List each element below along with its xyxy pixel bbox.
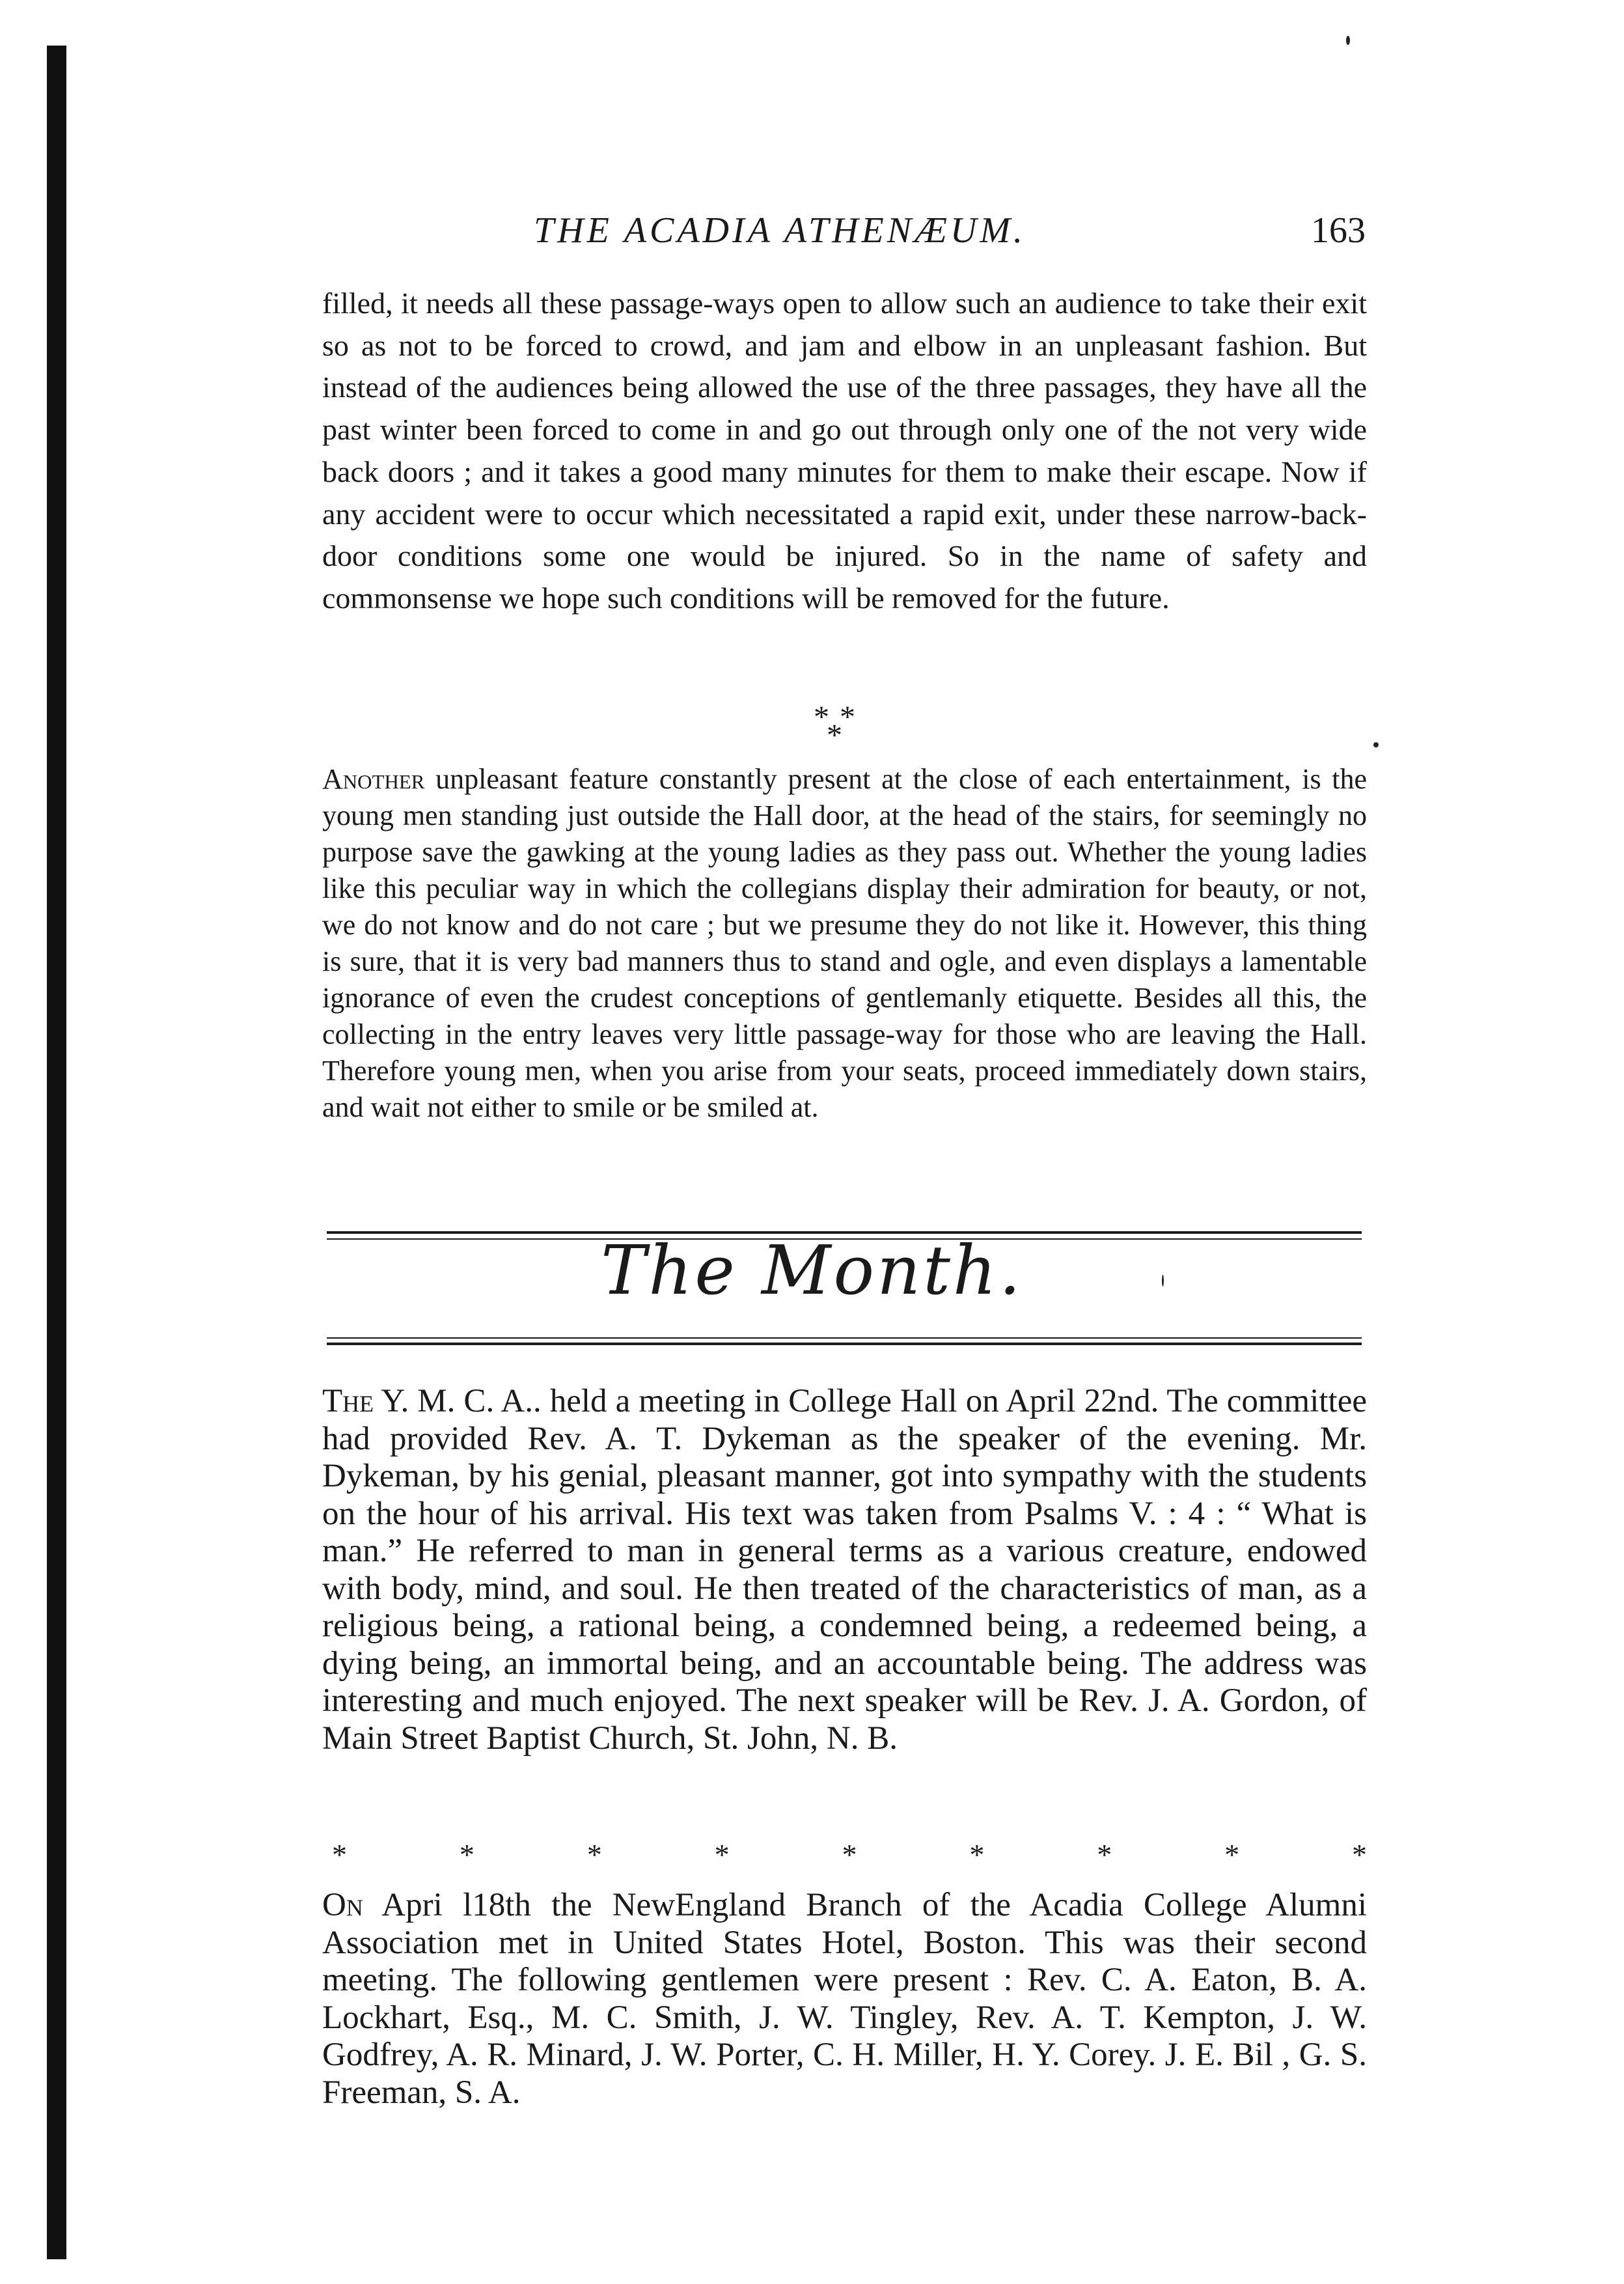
separator-star: *: [969, 1838, 985, 1871]
asterism-star: *: [814, 700, 829, 734]
paragraph-text: Y. M. C. A.. held a meeting in College Hall on April 22nd. The committee had provided Rev. A. T. Dykeman as the speaker of the evening. Mr. Dykeman, by his genial, pleasant manner, got into sympathy with the students on the hour of his arrival. His text was taken from Psalms V. : 4 : “ What is man.” He referred to man in general terms as a various creature, endowed with body, mind, and soul. He then treated of the characteristics of man, as a religious being, a rational being, a condemned being, a redeemed being, a dying being, an immortal being, and an accountable being. The address was interesting and much enjoyed. The next speaker will be Rev. J. A. Gordon, of Main Street Baptist Church, St. John, N. B.: [322, 1383, 1367, 1757]
lead-word: The: [322, 1383, 374, 1419]
lead-word: On: [322, 1887, 363, 1923]
separator-star: *: [1097, 1838, 1112, 1871]
star-separator: [332, 1837, 1367, 1870]
page-header: [324, 210, 1366, 262]
separator-star: *: [714, 1838, 730, 1871]
speck: [1373, 742, 1379, 747]
asterism-star: *: [827, 718, 842, 753]
page-number: 163: [1311, 210, 1366, 251]
section-heading: The Month.: [601, 1231, 1023, 1310]
asterism: [807, 695, 866, 760]
paragraph-text: unpleasant feature constantly present at the close of each entertainment, is the young men standing just outside the Hall door, at the head of the stairs, for seemingly no purpose save the gawking at the young ladies as they pass out. Whether the young ladies like this peculiar way in which the collegians display their admiration for beauty, or not, we do not know and do not care ; but we presume they do not like it. However, this thing is sure, that it is very bad manners thus to stand and ogle, and even displays a lamentable ignorance of even the crudest conceptions of gentlemanly etiquette. Besides all this, the collecting in the entry leaves very little passage-way for those who are leaving the Hall. Therefore young men, when you arise from your seats, proceed immediately down stairs, and wait not either to smile or be smiled at.: [322, 763, 1367, 1123]
paragraph-ymca: [322, 1383, 1367, 1757]
speck: [1346, 36, 1350, 45]
paragraph-passage-ways: filled, it needs all these passage-ways open to allow such an audience to take their exit so as not to be forced to crowd, and jam and elbow in an unpleasant fashion. But instead of the audiences being allowed the use of the three passages, they have all the past winter been forced to come in and go out through only one of the not very wide back doors ; and it takes a good many minutes for them to make their escape. Now if any accident were to occur which necessitated a rapid exit, under these narrow-back-door conditions some one would be injured. So in the name of safety and commonsense we hope such conditions will be removed for the future.: [322, 286, 1367, 615]
separator-star: *: [842, 1838, 857, 1871]
separator-star: *: [332, 1838, 347, 1871]
paragraph-young-men: [322, 761, 1367, 1126]
binding-edge: [47, 46, 66, 2259]
separator-star: *: [586, 1838, 602, 1871]
asterism-star: *: [840, 700, 855, 734]
paragraph-text: Apri l18th the NewEngland Branch of the Acadia College Alumni Association met in United States Hotel, Boston. This was their second meeting. The following gentlemen were present : Rev. C. A. Eaton, B. A. Lockhart, Esq., M. C. Smith, J. W. Tingley, Rev. A. T. Kempton, J. W. Godfrey, A. R. Minard, J. W. Porter, C. H. Miller, H. Y. Corey. J. E. Bil , G. S. Freeman, S. A.: [322, 1887, 1367, 2111]
running-title: THE ACADIA ATHENÆUM.: [534, 210, 1026, 251]
bottom-rule: [327, 1343, 1362, 1345]
separator-star: *: [1352, 1838, 1367, 1871]
paragraph-alumni: [322, 1887, 1367, 2111]
separator-star: *: [459, 1838, 475, 1871]
bottom-rule-thin: [327, 1337, 1362, 1339]
lead-word: Another: [322, 763, 425, 795]
separator-star: *: [1224, 1838, 1240, 1871]
